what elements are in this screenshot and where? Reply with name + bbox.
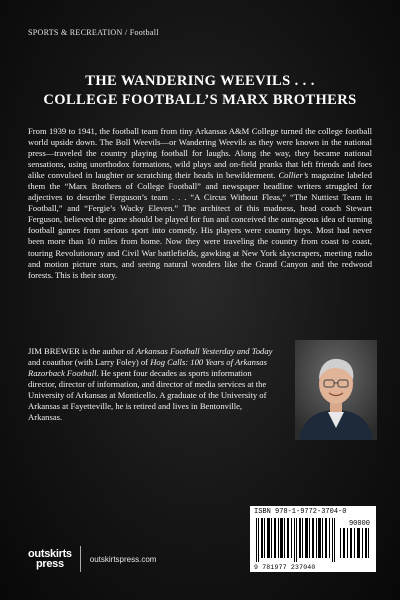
bio-text-1: JIM BREWER is the author of	[28, 346, 136, 356]
bio-text-2: and coauthor (with Larry Foley) of	[28, 357, 151, 367]
logo-line-1: outskirts	[28, 548, 72, 560]
isbn-barcode	[250, 506, 376, 572]
isbn-number: ISBN 978-1-9772-3704-0	[254, 508, 347, 516]
barcode-digits: 9 781977 237040	[254, 564, 316, 571]
author-photo	[295, 340, 377, 440]
bio-book-title-1: Arkansas Football Yesterday and Today	[135, 346, 273, 356]
description-text-2: magazine labeled them the “Marx Brothers of College Football” and newspaper headline writers struggled for adjectives to describe Ferguson’s team . . . “A Circus Without Fleas,” “The Nuttiest Team in Football,” and “Fergie’s Wacky Eleven.” The architect of this madness, head coach Stewart Ferguson, believed the game should be played for fun and conceived the outrageous idea of turning football games from serious sport into comedy. His players were country boys. Most had never been more than 10 miles from home. Now they were traveling the country from coast to coast, touring Revolutionary and Civil War battlefields, gawking at New York skyscrapers, meeting radio and motion picture stars, and seeing natural wonders like the Grand Canyon and the redwood forests. This is their story.	[28, 170, 372, 280]
description-text-1: From 1939 to 1941, the football team from tiny Arkansas A&M College turned the college football world upside down. The Boll Weevils—or Wandering Weevils as they were known in the national press—traveled the country playing football for laughs. Along the way, they became national sensations, using unorthodox formations, wild plays and on-field pranks that left friends and foes alike convulsed in laughter or scratching their heads in bewilderment.	[28, 126, 372, 181]
publisher-footer	[28, 542, 156, 576]
headline-line-1: THE WANDERING WEEVILS . . .	[85, 73, 315, 89]
publisher-website: outskirtspress.com	[89, 554, 157, 564]
book-description	[28, 126, 372, 281]
magazine-title: Collier’s	[278, 170, 309, 181]
logo-line-2: press	[35, 558, 64, 570]
bio-book-title-2: Hog Calls: 100 Years of Arkansas Razorback Football	[28, 357, 267, 378]
main-barcode-bars	[256, 518, 336, 562]
price-code: 90000	[348, 520, 370, 528]
headline-line-2: COLLEGE FOOTBALL’S MARX BROTHERS	[43, 92, 357, 108]
publisher-logo	[28, 549, 72, 569]
addon-barcode-bars	[340, 528, 370, 558]
publisher-divider	[80, 546, 81, 572]
headline	[0, 72, 400, 110]
bio-text-3: . He spent four decades as sports information director, director of information, and director of media services at the University of Arkansas at Monticello. A graduate of the University of Arkansas at Fayetteville, he is retired and lives in Bentonville, Arkansas.	[28, 368, 267, 422]
author-portrait-image	[295, 340, 377, 440]
author-bio	[28, 346, 276, 423]
category-label: SPORTS & RECREATION / Football	[28, 28, 159, 37]
